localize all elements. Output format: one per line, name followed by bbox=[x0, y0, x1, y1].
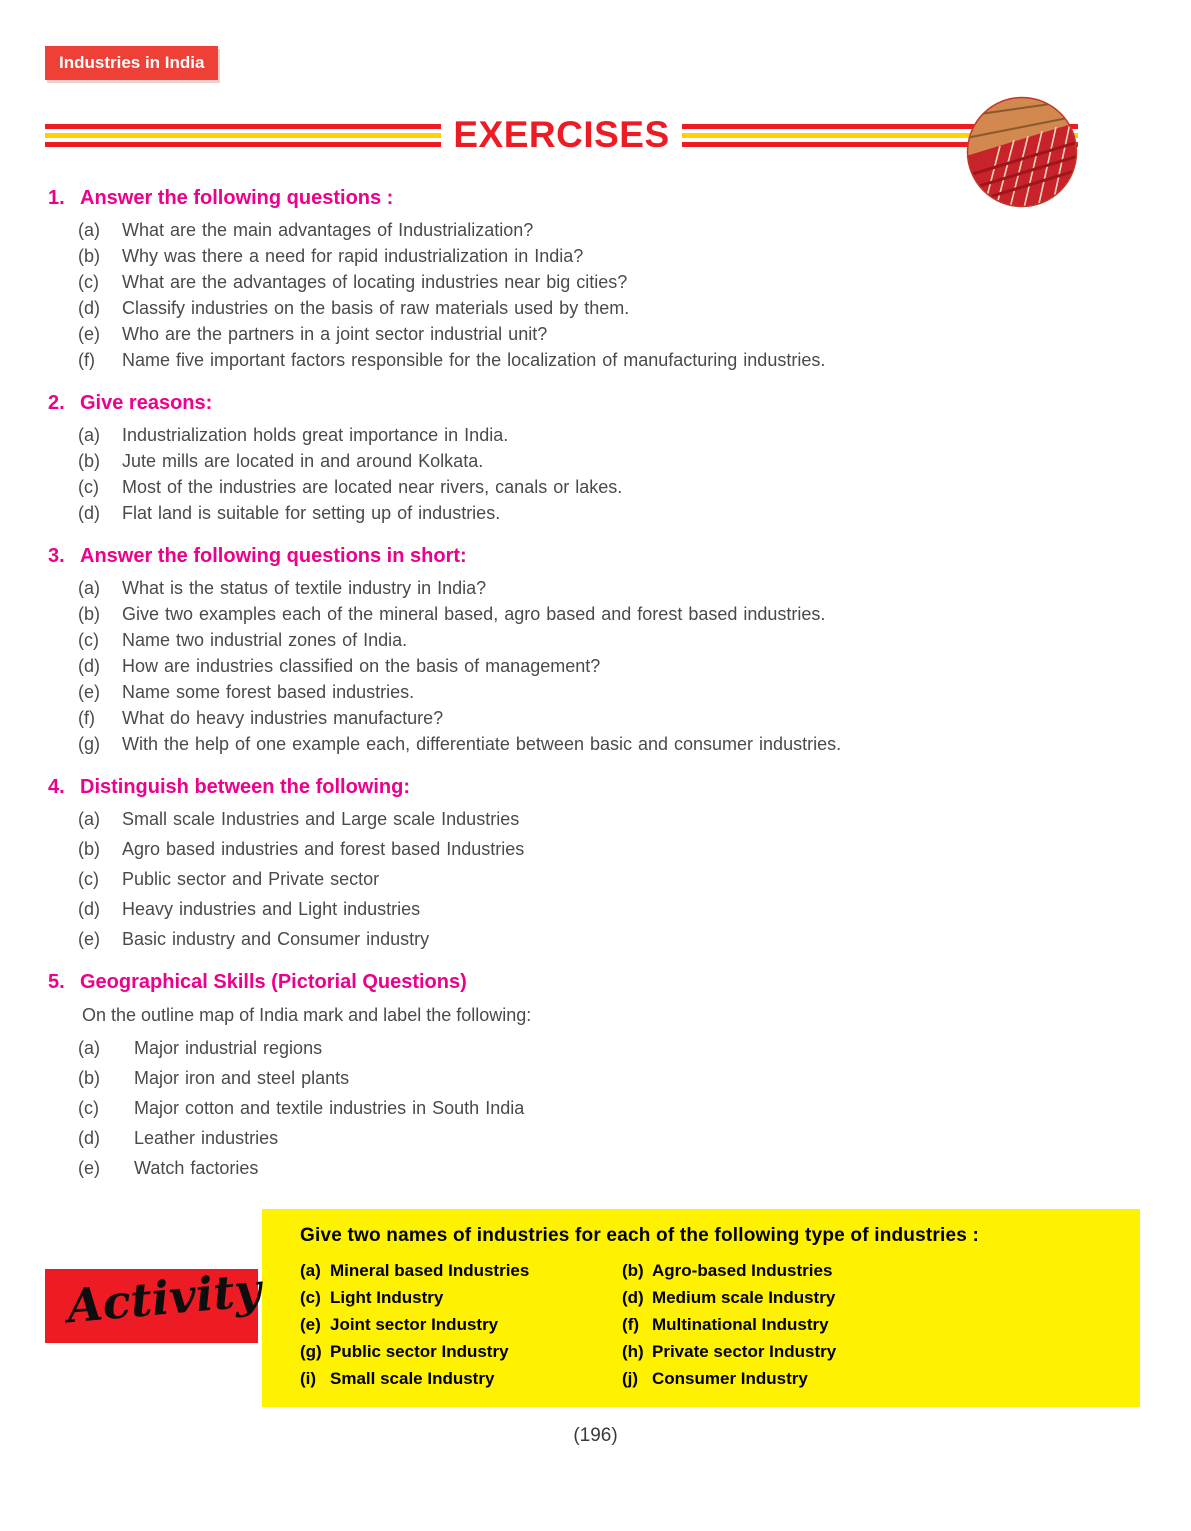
red-stripe bbox=[45, 124, 441, 129]
item-letter: (b) bbox=[78, 604, 100, 624]
activity-item-text: Multinational Industry bbox=[652, 1315, 829, 1334]
chapter-badge: Industries in India bbox=[45, 46, 218, 80]
item-text: With the help of one example each, differentiate between basic and consumer industries. bbox=[122, 734, 842, 754]
question-item bbox=[78, 576, 1143, 601]
activity-title: Give two names of industries for each of the following type of industries : bbox=[300, 1225, 980, 1246]
item-text: Classify industries on the basis of raw materials used by them. bbox=[122, 298, 630, 318]
yellow-stripe bbox=[45, 133, 441, 138]
item-letter: (e) bbox=[78, 1158, 100, 1178]
question-item bbox=[78, 270, 1143, 295]
section-number: 1. bbox=[48, 187, 65, 209]
item-text: Agro based industries and forest based Industries bbox=[122, 839, 525, 859]
page-title: EXERCISES bbox=[453, 114, 670, 155]
question-item bbox=[78, 218, 1143, 243]
section-2 bbox=[48, 391, 1143, 526]
section-title: Geographical Skills (Pictorial Questions) bbox=[80, 971, 467, 993]
item-letter: (c) bbox=[78, 869, 99, 889]
section-title: Distinguish between the following: bbox=[80, 776, 410, 798]
item-text: Major industrial regions bbox=[134, 1038, 323, 1058]
red-stripe bbox=[45, 142, 441, 147]
question-list bbox=[78, 423, 1143, 526]
section-title: Answer the following questions in short: bbox=[80, 545, 467, 567]
item-text: What is the status of textile industry in India? bbox=[122, 578, 487, 598]
item-letter: (c) bbox=[78, 630, 99, 650]
activity-columns bbox=[300, 1257, 1120, 1392]
activity-item-letter: (b) bbox=[622, 1261, 644, 1280]
activity-column-right bbox=[622, 1257, 836, 1392]
item-text: How are industries classified on the basis of management? bbox=[122, 656, 601, 676]
question-list bbox=[78, 218, 1143, 373]
activity-item-text: Private sector Industry bbox=[652, 1342, 837, 1361]
activity-box bbox=[262, 1209, 1140, 1407]
question-item bbox=[78, 1036, 1143, 1061]
question-item bbox=[78, 449, 1143, 474]
item-text: Public sector and Private sector bbox=[122, 869, 380, 889]
item-text: Major cotton and textile industries in South India bbox=[134, 1098, 525, 1118]
activity-column-left bbox=[300, 1257, 622, 1392]
page-number: (196) bbox=[573, 1425, 618, 1446]
section-intro: On the outline map of India mark and label the following: bbox=[82, 1005, 532, 1025]
activity-item-text: Small scale Industry bbox=[330, 1369, 495, 1388]
question-item bbox=[78, 244, 1143, 269]
activity-item bbox=[622, 1257, 836, 1284]
question-item bbox=[78, 423, 1143, 448]
item-text: What are the advantages of locating industries near big cities? bbox=[122, 272, 628, 292]
activity-item bbox=[300, 1284, 622, 1311]
item-letter: (g) bbox=[78, 734, 100, 754]
question-item bbox=[78, 348, 1143, 373]
item-text: Who are the partners in a joint sector industrial unit? bbox=[122, 324, 548, 344]
item-letter: (b) bbox=[78, 246, 100, 266]
item-text: What are the main advantages of Industrialization? bbox=[122, 220, 534, 240]
loom-image bbox=[966, 96, 1078, 208]
question-item bbox=[78, 475, 1143, 500]
section-heading bbox=[48, 970, 1143, 994]
header-rule-left bbox=[45, 124, 441, 147]
section-1 bbox=[48, 186, 1143, 373]
item-letter: (d) bbox=[78, 503, 100, 523]
item-text: Why was there a need for rapid industrialization in India? bbox=[122, 246, 584, 266]
sections bbox=[48, 186, 1143, 1181]
activity-item-letter: (f) bbox=[622, 1315, 639, 1334]
item-letter: (a) bbox=[78, 1038, 100, 1058]
activity-label-box bbox=[45, 1262, 264, 1343]
section-number: 2. bbox=[48, 392, 65, 414]
question-item bbox=[78, 1126, 1143, 1151]
activity-item bbox=[300, 1311, 622, 1338]
item-letter: (f) bbox=[78, 350, 95, 370]
item-letter: (e) bbox=[78, 324, 100, 344]
question-list bbox=[78, 807, 1143, 952]
question-item bbox=[78, 296, 1143, 321]
activity-item bbox=[622, 1284, 836, 1311]
section-number: 4. bbox=[48, 776, 65, 798]
question-item bbox=[78, 1096, 1143, 1121]
item-text: Leather industries bbox=[134, 1128, 279, 1148]
question-list bbox=[78, 1036, 1143, 1181]
item-text: Heavy industries and Light industries bbox=[122, 899, 421, 919]
activity-item-text: Consumer Industry bbox=[652, 1369, 808, 1388]
item-text: Flat land is suitable for setting up of industries. bbox=[122, 503, 501, 523]
question-item bbox=[78, 897, 1143, 922]
item-text: Give two examples each of the mineral based, agro based and forest based industries. bbox=[122, 604, 826, 624]
item-text: Name five important factors responsible for the localization of manufacturing industries. bbox=[122, 350, 826, 370]
section-number: 5. bbox=[48, 971, 65, 993]
item-letter: (e) bbox=[78, 682, 100, 702]
activity-item-letter: (h) bbox=[622, 1342, 644, 1361]
question-item bbox=[78, 602, 1143, 627]
question-item bbox=[78, 322, 1143, 347]
item-letter: (b) bbox=[78, 1068, 100, 1088]
activity-item bbox=[300, 1365, 622, 1392]
activity-item-text: Agro-based Industries bbox=[652, 1261, 833, 1280]
item-letter: (a) bbox=[78, 809, 100, 829]
section-5 bbox=[48, 970, 1143, 1181]
activity-item bbox=[300, 1338, 622, 1365]
activity-item-letter: (c) bbox=[300, 1288, 321, 1307]
item-letter: (b) bbox=[78, 839, 100, 859]
section-title: Answer the following questions : bbox=[80, 187, 394, 209]
section-number: 3. bbox=[48, 545, 65, 567]
activity-item-letter: (d) bbox=[622, 1288, 644, 1307]
section-heading bbox=[48, 775, 1143, 799]
item-letter: (c) bbox=[78, 1098, 99, 1118]
item-text: Name two industrial zones of India. bbox=[122, 630, 408, 650]
question-item bbox=[78, 837, 1143, 862]
question-item bbox=[78, 706, 1143, 731]
item-letter: (d) bbox=[78, 899, 100, 919]
activity-item-letter: (a) bbox=[300, 1261, 321, 1280]
activity-item-letter: (i) bbox=[300, 1369, 317, 1388]
section-heading bbox=[48, 544, 1143, 568]
question-item bbox=[78, 628, 1143, 653]
activity-item bbox=[300, 1257, 622, 1284]
item-letter: (a) bbox=[78, 578, 100, 598]
item-letter: (d) bbox=[78, 656, 100, 676]
question-item bbox=[78, 732, 1143, 757]
item-letter: (d) bbox=[78, 298, 100, 318]
item-text: What do heavy industries manufacture? bbox=[122, 708, 444, 728]
item-text: Most of the industries are located near rivers, canals or lakes. bbox=[122, 477, 623, 497]
activity-section bbox=[0, 1209, 1191, 1409]
item-letter: (a) bbox=[78, 220, 100, 240]
item-letter: (c) bbox=[78, 477, 99, 497]
item-text: Basic industry and Consumer industry bbox=[122, 929, 430, 949]
question-item bbox=[78, 680, 1143, 705]
question-item bbox=[78, 867, 1143, 892]
item-text: Small scale Industries and Large scale Industries bbox=[122, 809, 520, 829]
question-item bbox=[78, 501, 1143, 526]
question-item bbox=[78, 654, 1143, 679]
section-heading bbox=[48, 391, 1143, 415]
activity-item-text: Joint sector Industry bbox=[330, 1315, 499, 1334]
question-item bbox=[78, 927, 1143, 952]
activity-item-text: Public sector Industry bbox=[330, 1342, 509, 1361]
exercises-header bbox=[45, 106, 1078, 164]
item-text: Industrialization holds great importance in India. bbox=[122, 425, 509, 445]
item-letter: (b) bbox=[78, 451, 100, 471]
loom-photo bbox=[966, 96, 1078, 208]
activity-label: Activity bbox=[64, 1262, 264, 1334]
section-3 bbox=[48, 544, 1143, 757]
activity-item-text: Light Industry bbox=[330, 1288, 444, 1307]
item-text: Major iron and steel plants bbox=[134, 1068, 350, 1088]
activity-item-letter: (g) bbox=[300, 1342, 322, 1361]
question-item bbox=[78, 1156, 1143, 1181]
item-text: Jute mills are located in and around Kolkata. bbox=[122, 451, 484, 471]
item-letter: (a) bbox=[78, 425, 100, 445]
question-item bbox=[78, 807, 1143, 832]
section-4 bbox=[48, 775, 1143, 952]
item-letter: (c) bbox=[78, 272, 99, 292]
activity-item-letter: (j) bbox=[622, 1369, 639, 1388]
section-title: Give reasons: bbox=[80, 392, 213, 414]
item-text: Name some forest based industries. bbox=[122, 682, 415, 702]
item-letter: (f) bbox=[78, 708, 95, 728]
item-letter: (e) bbox=[78, 929, 100, 949]
activity-item-text: Medium scale Industry bbox=[652, 1288, 836, 1307]
item-text: Watch factories bbox=[134, 1158, 259, 1178]
activity-item bbox=[622, 1338, 836, 1365]
question-list bbox=[78, 576, 1143, 757]
activity-item-letter: (e) bbox=[300, 1315, 321, 1334]
activity-item bbox=[622, 1365, 836, 1392]
activity-item-text: Mineral based Industries bbox=[330, 1261, 530, 1280]
activity-item bbox=[622, 1311, 836, 1338]
item-letter: (d) bbox=[78, 1128, 100, 1148]
question-item bbox=[78, 1066, 1143, 1091]
